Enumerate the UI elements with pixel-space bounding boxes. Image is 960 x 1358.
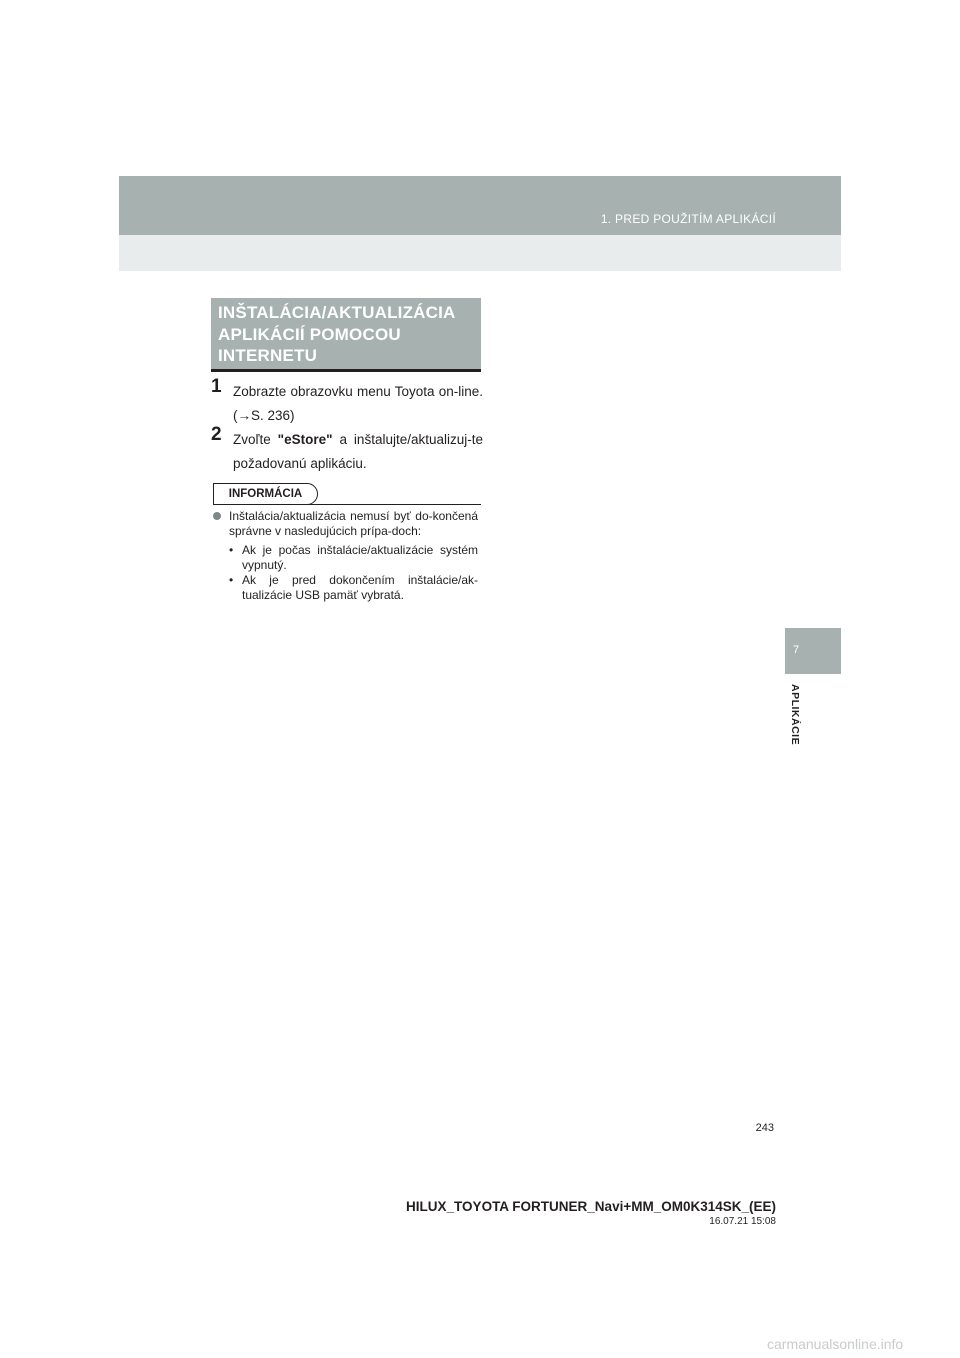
- section-heading: INŠTALÁCIA/AKTUALIZÁCIA APLIKÁCIÍ POMOCOU INTERNETU: [218, 303, 455, 365]
- bullet-circle-icon: [213, 512, 221, 520]
- footer-date: 16.07.21 15:08: [709, 1216, 776, 1227]
- info-bullet: [213, 509, 478, 539]
- header-sub-band: [119, 235, 841, 271]
- step-number: 2: [211, 424, 222, 445]
- watermark: carmanualsonline.info: [767, 1336, 904, 1352]
- step-text: Zobrazte obrazovku menu Toyota on-line. (→S. 236): [233, 384, 483, 423]
- step-text-part: Zvoľte: [233, 432, 278, 447]
- page-number: 243: [755, 1122, 774, 1134]
- info-divider: [213, 504, 481, 505]
- info-sub-item-text: Ak je pred dokončením inštalácie/ak-tualizácie USB pamäť vybratá.: [242, 573, 478, 602]
- bullet-dot-icon: •: [229, 543, 234, 557]
- info-label: INFORMÁCIA: [213, 483, 318, 505]
- chapter-number: 7: [793, 644, 800, 656]
- footer-model: HILUX_TOYOTA FORTUNER_Navi+MM_OM0K314SK_(EE): [406, 1199, 776, 1214]
- info-sub-item: [229, 573, 478, 603]
- info-block: [213, 509, 478, 603]
- chapter-label: APLIKÁCIE: [789, 684, 801, 746]
- estore-label: "eStore": [277, 432, 333, 447]
- step-1: [211, 376, 483, 428]
- info-sub-item: [229, 543, 478, 573]
- header-band: [119, 176, 841, 235]
- step-text-part: a inštalujte/aktualizuj-te požadovanú aplikáciu.: [233, 432, 484, 471]
- step-text: [233, 428, 483, 476]
- info-bullet-text: Inštalácia/aktualizácia nemusí byť do-končená správne v nasledujúcich prípa-doch:: [229, 509, 478, 538]
- bullet-dot-icon: •: [229, 573, 234, 587]
- info-sub-item-text: Ak je počas inštalácie/aktualizácie systém vypnutý.: [242, 543, 478, 572]
- step-number: 1: [211, 376, 222, 397]
- section-title: 1. PRED POUŽITÍM APLIKÁCIÍ: [600, 212, 776, 226]
- step-2: [211, 424, 484, 476]
